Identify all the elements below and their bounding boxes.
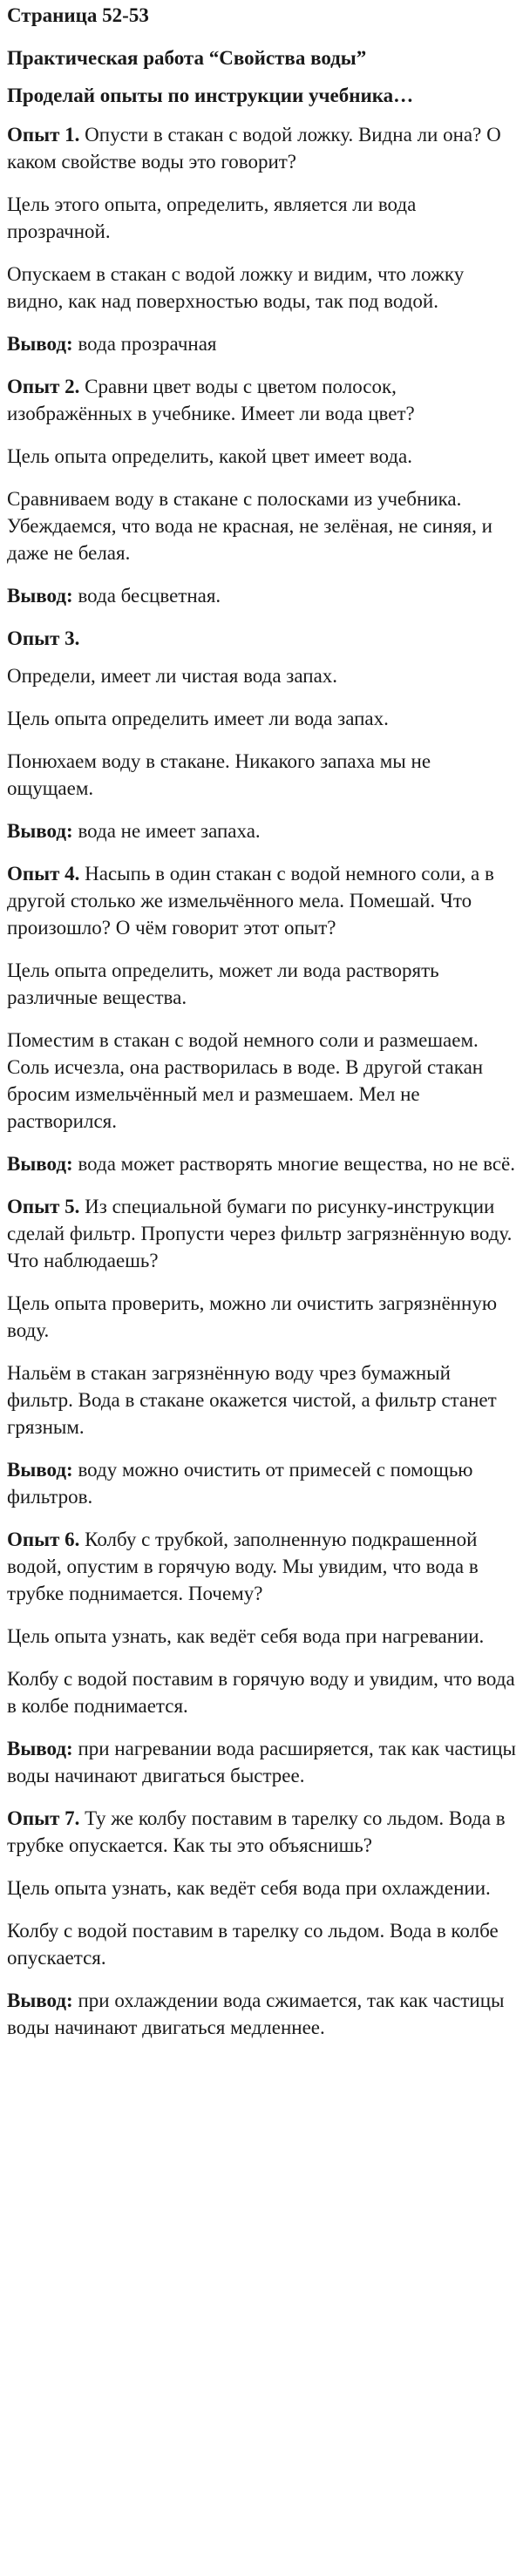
experiment-6-conclusion-text: при нагревании вода расширяется, так как частицы воды начинают двигаться быстрее.: [7, 1738, 516, 1786]
experiment-1-conclusion-text: вода прозрачная: [72, 333, 217, 355]
experiment-3-goal: Цель опыта определить имеет ли вода запах.: [7, 708, 389, 729]
page-title: Страница 52-53: [7, 4, 149, 26]
experiment-5-goal: Цель опыта проверить, можно ли очистить загрязнённую воду.: [7, 1292, 497, 1341]
experiment-1-conclusion: [7, 330, 516, 357]
experiment-4-task: [7, 860, 516, 941]
experiment-2-task-text: Сравни цвет воды с цветом полосок, изображённых в учебнике. Имеет ли вода цвет?: [7, 376, 415, 424]
instruction-heading: Проделай опыты по инструкции учебника…: [7, 85, 414, 106]
experiment-1-task: [7, 121, 516, 175]
experiment-7-action: Колбу с водой поставим в тарелку со льдом. Вода в колбе опускается.: [7, 1920, 499, 1969]
experiment-4-goal: Цель опыта определить, может ли вода растворять различные вещества.: [7, 959, 439, 1008]
experiment-3-label: Опыт 3.: [7, 627, 80, 649]
experiment-2-conclusion-text: вода бесцветная.: [72, 585, 221, 607]
conclusion-label: Вывод:: [7, 585, 73, 607]
experiment-2-goal: Цель опыта определить, какой цвет имеет вода.: [7, 445, 412, 467]
experiment-6-action: Колбу с водой поставим в горячую воду и увидим, что вода в колбе поднимается.: [7, 1668, 515, 1717]
experiment-5-conclusion: [7, 1456, 516, 1510]
experiment-4-action: Поместим в стакан с водой немного соли и размешаем. Соль исчезла, она растворилась в воде. В другой стакан бросим измельчённый мел и размешаем. Мел не растворился.: [7, 1029, 484, 1132]
experiment-5-task-text: Из специальной бумаги по рисунку-инструкции сделай фильтр. Пропусти через фильтр загрязнённую воду. Что наблюдаешь?: [7, 1196, 513, 1271]
conclusion-label: Вывод:: [7, 1738, 73, 1759]
conclusion-label: Вывод:: [7, 333, 73, 355]
experiment-3-task: Определи, имеет ли чистая вода запах.: [7, 665, 338, 687]
experiment-1-label: Опыт 1.: [7, 124, 80, 146]
work-title: Практическая работа “Свойства воды”: [7, 47, 367, 69]
experiment-7-conclusion-text: при охлаждении вода сжимается, так как частицы воды начинают двигаться медленнее.: [7, 1990, 505, 2038]
experiment-3-conclusion: [7, 817, 516, 844]
experiment-1-task-text: Опусти в стакан с водой ложку. Видна ли она? О каком свойстве воды это говорит?: [7, 124, 501, 173]
experiment-3-conclusion-text: вода не имеет запаха.: [72, 820, 261, 842]
experiment-5-conclusion-text: воду можно очистить от примесей с помощью фильтров.: [7, 1459, 473, 1508]
experiment-7-goal: Цель опыта узнать, как ведёт себя вода при охлаждении.: [7, 1877, 491, 1899]
experiment-5-action: Нальём в стакан загрязнённую воду чрез бумажный фильтр. Вода в стакане окажется чистой, а фильтр станет грязным.: [7, 1362, 497, 1438]
experiment-4-conclusion: [7, 1150, 516, 1177]
experiment-6-conclusion: [7, 1735, 516, 1789]
experiment-4-task-text: Насыпь в один стакан с водой немного соли, а в другой столько же измельчённого мела. Помешай. Что произошло? О чём говорит этот опыт?: [7, 863, 494, 939]
experiment-7-label: Опыт 7.: [7, 1807, 80, 1829]
experiment-2-task: [7, 373, 516, 427]
experiment-2-action: Сравниваем воду в стакане с полосками из учебника. Убеждаемся, что вода не красная, не зелёная, не синяя, и даже не белая.: [7, 488, 492, 564]
experiment-2-conclusion: [7, 582, 516, 609]
experiment-1-goal: Цель этого опыта, определить, является ли вода прозрачной.: [7, 193, 417, 242]
experiment-6-task-text: Колбу с трубкой, заполненную подкрашенной водой, опустим в горячую воду. Мы увидим, что вода в трубке поднимается. Почему?: [7, 1529, 479, 1604]
experiment-7-task-text: Ту же колбу поставим в тарелку со льдом. Вода в трубке опускается. Как ты это объяснишь?: [7, 1807, 506, 1856]
experiment-1-action: Опускаем в стакан с водой ложку и видим, что ложку видно, как над поверхностью воды, так под водой.: [7, 263, 465, 312]
experiment-6-task: [7, 1526, 516, 1607]
conclusion-label: Вывод:: [7, 1990, 73, 2011]
experiment-6-label: Опыт 6.: [7, 1529, 80, 1550]
experiment-2-label: Опыт 2.: [7, 376, 80, 397]
experiment-3-action: Понюхаем воду в стакане. Никакого запаха мы не ощущаем.: [7, 750, 431, 799]
experiment-3-label-line: [7, 625, 516, 652]
experiment-7-conclusion: [7, 1987, 516, 2041]
experiment-6-goal: Цель опыта узнать, как ведёт себя вода при нагревании.: [7, 1625, 485, 1647]
experiment-5-label: Опыт 5.: [7, 1196, 80, 1217]
conclusion-label: Вывод:: [7, 820, 73, 842]
experiment-7-task: [7, 1805, 516, 1859]
conclusion-label: Вывод:: [7, 1459, 73, 1481]
experiment-4-conclusion-text: вода может растворять многие вещества, но не всё.: [72, 1153, 516, 1175]
experiment-5-task: [7, 1193, 516, 1274]
conclusion-label: Вывод:: [7, 1153, 73, 1175]
experiment-4-label: Опыт 4.: [7, 863, 80, 885]
